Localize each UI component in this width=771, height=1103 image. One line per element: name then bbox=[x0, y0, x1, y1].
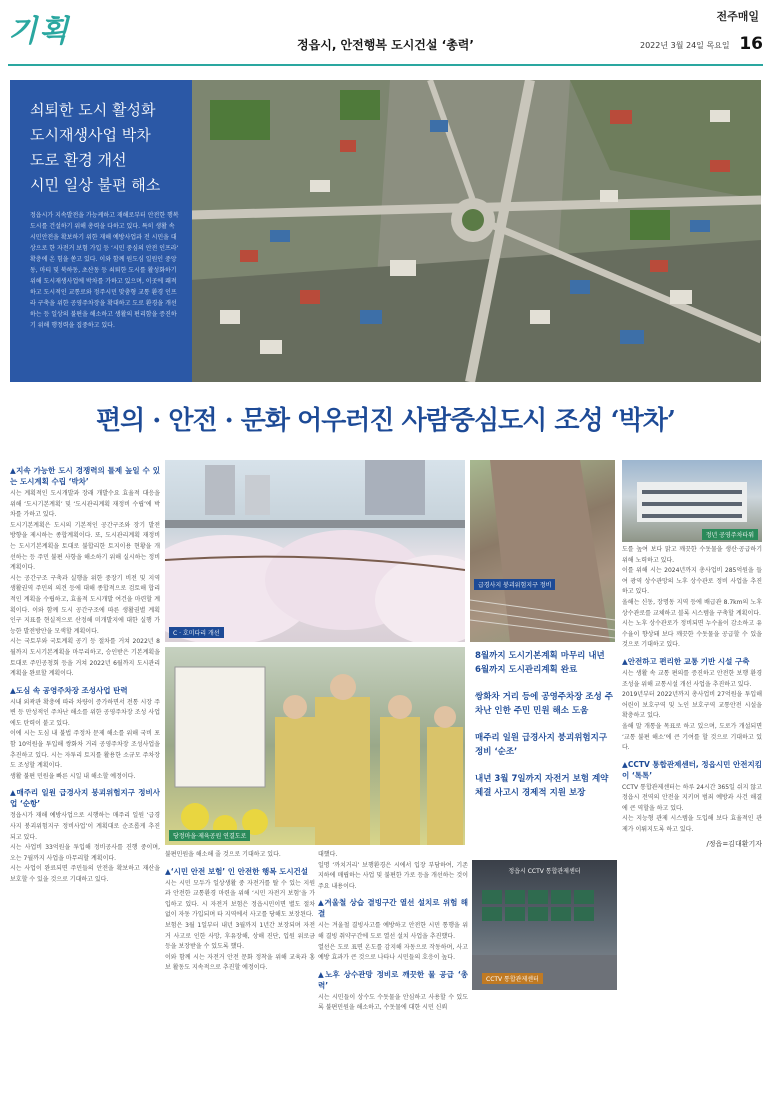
cctv-monitors-illustration bbox=[472, 860, 617, 990]
subheading: ▲노후 상수관망 정비로 깨끗한 물 공급 ‘총력’ bbox=[318, 969, 468, 990]
cliff-illustration bbox=[470, 460, 615, 642]
paragraph: 시는 시민 모두가 일상생활 중 자전거를 탈 수 있는 지원과 안전한 교통환경 마련을 위해 ‘시민 자전거 보험’을 가입하고 있다. 시 자전거 보험은 정읍시민이면 별도 절차 없이 자동 가입되며 타 지역에서 사고를 당해도 보장된다. bbox=[165, 879, 315, 919]
article-column-2 bbox=[165, 850, 315, 1100]
page-number: 16 bbox=[739, 34, 763, 54]
paragraph: 시는 시민들이 상수도 수돗물을 안심하고 사용할 수 있도록 불편민원을 해소하고, 수돗물에 대한 시민 신뢰 bbox=[318, 993, 468, 1012]
paragraph: 시는 노후 상수관로가 정비되면 누수율이 감소하고 유수율이 향상돼 보다 깨끗한 수돗물을 공급할 수 있을 것으로 기대하고 있다. bbox=[622, 620, 762, 649]
paragraph: 2019년부터 2022년까지 총사업비 27억원을 투입해 어린이 보호구역 및 노인 보호구역 교통안전 시설을 확충하고 있다. bbox=[622, 691, 762, 720]
paragraph: 생활 불편 민원을 빠른 시일 내 해소할 예정이다. bbox=[10, 772, 136, 780]
paragraph: 시는 공간구조 구축과 실행을 위한 중장기 비전 및 지역 생활권역 주민의 의견 등에 대해 종합적으로 검토해 합리적인 계획을 수립하고, 효율적 도시개발 여건을 마련할 계획이다. 이와 함께 도시 공간구조에 따른 생활권별 계획 인구 지표를 현실적으로 산정해 미개발지에 대한 실행 가능한 발전방안을 모색할 계획이다. bbox=[10, 574, 160, 635]
photo-caption: 정년 공영주차타워 bbox=[702, 529, 758, 540]
hero-headline-3: 도로 환경 개선 bbox=[30, 151, 127, 169]
paragraph: CCTV 통합관제센터는 하루 24시간 365일 쉬지 않고 정읍시 전역의 안전을 지키며 범죄 예방과 사건 해결에 큰 역할을 하고 있다. bbox=[622, 783, 762, 812]
paragraph: 시내 외곽관 확충에 따라 차량이 증가하면서 전통 시장 주변 등 만성적인 주차난 해소를 위한 공영주차장 조성 사업에도 탄력이 붙고 있다. bbox=[10, 698, 160, 727]
article-column-4 bbox=[622, 545, 762, 1100]
photo-caption: C · 호미다리 개선 bbox=[169, 627, 224, 638]
subheading: ▲안전하고 편리한 교통 기반 시설 구축 bbox=[622, 656, 750, 666]
hero-headline-2: 도시재생사업 박차 bbox=[30, 126, 151, 144]
issue-date: 2022년 3월 24일 목요일 bbox=[640, 41, 730, 50]
subheading: ▲매주리 일원 급경사지 붕괴위험지구 정비사업 ‘순항’ bbox=[10, 788, 160, 809]
byline: /정읍=김대환기자 bbox=[706, 839, 762, 848]
paragraph: 열선은 도로 표면 온도를 감지해 자동으로 작동하며, 사고 예방 효과가 큰 것으로 나타나 시민들의 호응이 높다. bbox=[318, 943, 468, 962]
officials-illustration bbox=[165, 647, 465, 845]
section-label: 기획 bbox=[8, 14, 70, 49]
paragraph: 올해는 신동, 장명동 지역 등에 배급관 8.7km의 노후 상수관로를 교체하고 블록 시스템을 구축할 계획이다. bbox=[622, 598, 762, 617]
parking-tower-photo bbox=[622, 460, 762, 542]
hero-headline-4: 시민 일상 불편 해소 bbox=[30, 176, 161, 194]
hero-headline-1: 쇠퇴한 도시 활성화 bbox=[30, 101, 156, 119]
paragraph: 보험은 3월 1일부터 내년 3월까지 1년간 보장되며 자전거 사고로 인한 사망, 후유장해, 상해 진단, 입원 위로금 등을 보장받을 수 있도록 했다. bbox=[165, 921, 315, 951]
paragraph: 시는 사업비 33억원을 투입해 정비공사를 진행 중이며, 오는 7월까지 사업을 마무리할 계획이다. bbox=[10, 844, 160, 862]
cctv-center-photo bbox=[472, 860, 617, 990]
subheading: ▲‘시민 안전 보험’ 인 안전한 행복 도시건설 bbox=[165, 866, 309, 876]
paragraph: 일명 ‘까치거리’ 보행환경은 시에서 입장 부담하여, 기존 지하에 매립하는 사업 및 불편한 가로 등을 개선하는 것이 주요 내용이다. bbox=[318, 861, 468, 890]
hero-summary-panel bbox=[10, 80, 192, 382]
paragraph: 시는 생활 속 교통 편의를 증진하고 안전한 보행 환경 조성을 위해 교통시설 개선 사업을 추진하고 있다. bbox=[622, 669, 762, 688]
cherry-blossom-photo bbox=[165, 460, 465, 642]
paragraph: 시는 계획적인 도시개발과 장래 개발수요 효율적 대응을 위해 ‘도시기본계획’ 및 ‘도시관리계획 재정비 수립’에 박차를 가하고 있다. bbox=[10, 490, 160, 519]
paragraph: 도를 높여 보다 맑고 깨끗한 수돗물을 생산·공급하기 위해 노력하고 있다. bbox=[622, 546, 762, 564]
pull-quote: 쌍화차 거리 등에 공영주차장 조성 주차난 인한 주민 민원 해소 도움 bbox=[475, 692, 613, 716]
header-rule bbox=[8, 64, 763, 66]
article-column-1 bbox=[10, 460, 160, 1100]
article-column-3 bbox=[318, 850, 468, 1100]
cctv-sign: 정읍시 CCTV 통합관제센터 bbox=[508, 868, 581, 875]
paragraph: 시는 지능형 관제 시스템을 도입해 보다 효율적인 관제가 이뤄지도록 하고 있다. bbox=[622, 815, 762, 834]
hero-body-text: 정읍시가 지속발전을 가능케하고 재해로부터 안전한 행복 도시를 건설하기 위해 총력을 다하고 있다. 특히 생활 속 시민안전을 확보하기 위한 재해 예방사업과 전 시민을 대상으로 한 자전거 보험 가입 등 ‘시민 중심의 안전 인프라’ 확충에 온 힘을 쏟고 있다. 이와 함께 원도심 일원인 중앙동, 마티 및 북하동, 초산동 등 쇠퇴한 도시를 활성화하기 위해 도시재생사업에 박차를 가하고 있으며, 이곳에 쾌적하고 도시적인 교통로와 정주시민 맞춤형 교통 환경 인프라 구축을 위한 공영주차장을 확대하고 도로 환경을 개선하는 등 일상의 불편을 해소하고 생활의 편리함을 증진하기 위해 행정력을 집중하고 있다. bbox=[30, 212, 179, 329]
subheading: ▲CCTV 통합관제센터, 정읍시민 안전지킴이 ‘톡톡’ bbox=[622, 759, 762, 780]
paragraph: 올해 말 개통을 목표로 하고 있으며, 도로가 개설되면 ‘교통 불편 해소’에 큰 기여를 할 것으로 기대하고 있다. bbox=[622, 722, 762, 752]
subheading: ▲지속 가능한 도시 경쟁력의 틀제 높일 수 있는 도시계획 수립 ‘박차’ bbox=[10, 466, 160, 486]
officials-photo bbox=[165, 647, 465, 845]
paragraph: 시는 국토부와 국토계획 공기 등 절차를 거쳐 2022년 8월까지 도시기본계획을 마무리하고, 승인받은 기본계획을 토대로 주민공청회 등을 거쳐 2022년 6월까지 도시관리계획을 완료할 계획이다. bbox=[10, 638, 160, 678]
paragraph: 이를 위해 시는 2024년까지 총사업비 285억원을 들여 광역 상수관망의 노후 상수관로 정비 사업을 추진하고 있다. bbox=[622, 567, 762, 596]
photo-caption: 급경사지 붕괴위험지구 정비 bbox=[474, 579, 555, 590]
pull-quote: 내년 3월 7일까지 자전거 보험 계약 체결 사고시 경제적 지원 보장 bbox=[475, 774, 609, 798]
subheading: ▲겨울철 상습 결빙구간 열선 설치로 위험 해결 bbox=[318, 898, 468, 919]
paragraph: 불편민원을 해소해 줄 것으로 기대하고 있다. bbox=[165, 851, 281, 858]
pull-quotes bbox=[475, 649, 613, 813]
cherry-blossom-illustration bbox=[165, 460, 465, 642]
pull-quote: 매주리 일원 급경사지 붕괴위험지구 정비 ‘순조’ bbox=[475, 733, 608, 757]
cliff-photo bbox=[470, 460, 615, 642]
subheading: ▲도심 속 공영주차장 조성사업 탄력 bbox=[10, 685, 128, 695]
paragraph: 이와 함께 시는 자전거 안전 문화 정착을 위해 교육과 홍보 활동도 지속적으로 추진할 예정이다. bbox=[165, 953, 315, 972]
paragraph: 대했다. bbox=[318, 851, 338, 858]
page-headline: 정읍시, 안전행복 도시건설 ‘총력’ bbox=[297, 38, 474, 52]
main-title: 편의 · 안전 · 문화 어우러진 사람중심도시 조성 ‘박차’ bbox=[96, 406, 675, 436]
paragraph: 정읍시가 재해 예방사업으로 시행하는 매주리 일원 ‘급경사지 붕괴위험지구 정비사업’이 계획대로 순조롭게 추진되고 있다. bbox=[10, 812, 160, 841]
newspaper-name: 전주매일 bbox=[716, 10, 759, 23]
paragraph: 이에 시는 도심 내 불법 주정차 문제 해소를 위해 국비 포함 10억원을 투입해 쌍화차 거리 공영주차장 조성사업을 추진하고 있다. 시는 자투리 토지를 활용한 소규모 주차장도 조성할 계획이다. bbox=[10, 730, 160, 770]
paragraph: 시는 겨울철 결빙사고를 예방하고 안전한 시민 통행을 위해 결빙 취약구간에 도로 열선 설치 사업을 추진했다. bbox=[318, 922, 468, 940]
pull-quote: 8월까지 도시기본계획 마무리 내년 6월까지 도시관리계획 완료 bbox=[475, 651, 605, 675]
paragraph: 도시기본계획은 도시의 기본적인 공간구조와 장기 발전 방향을 제시하는 종합계획이다. 또, 도시관리계획 재정비는 도시기본계획을 토대로 불합리한 토지이용 현황을 개선하는 등 주민 불편 사항을 해소하기 위해 실시하는 정비계획이다. bbox=[10, 521, 160, 572]
paragraph: 시는 사업이 완료되면 주민들의 안전을 확보하고 재산을 보호할 수 있을 것으로 기대하고 있다. bbox=[10, 865, 160, 883]
photo-caption: 당정마을·제육공원 연결도로 bbox=[169, 830, 250, 841]
photo-caption: CCTV 통합관제센터 bbox=[482, 973, 543, 984]
